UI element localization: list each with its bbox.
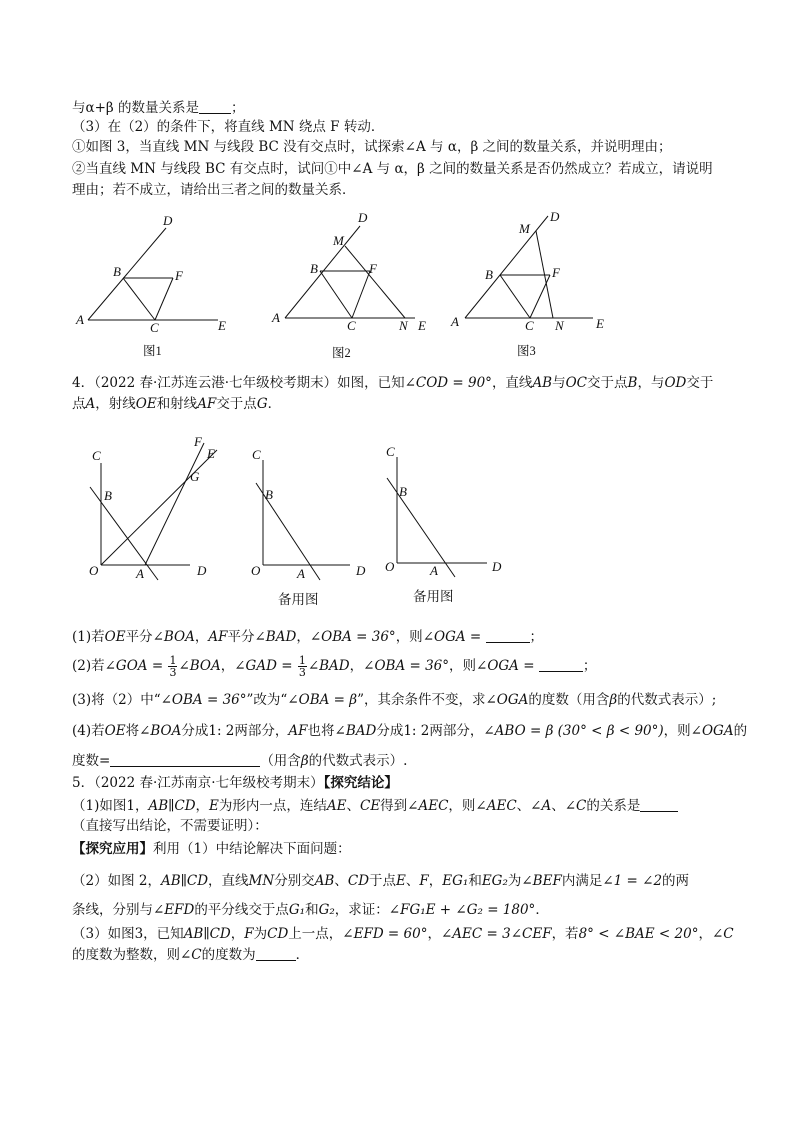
- text-line: （3）在（2）的条件下，将直线 MN 绕点 F 转动．: [72, 119, 385, 135]
- label-E: E: [218, 318, 226, 333]
- q4-part2: (2)若∠GOA = $\frac{1}{3}$ ∠BOA，∠GAD = $\frac{1}{3}$ ∠BAD，∠OBA = 36°，则∠OGA = ；: [72, 654, 597, 679]
- q4-intro-line2: 点A，射线OE和射线AF交于点G．: [72, 396, 282, 412]
- label-A: A: [136, 566, 144, 581]
- q5-part2-line2: 条线，分别与∠EFD的平分线交于点G₁和G₂，求证：∠FG₁E + ∠G₂ = 180°．: [72, 902, 549, 918]
- label-A: A: [451, 314, 459, 329]
- q5-title: 5．（2022 春·江苏南京·七年级校考期末）【探究结论】: [72, 775, 398, 791]
- q4-figure: [89, 434, 217, 581]
- q4-intro: 4．（2022 春·江苏连云港·七年级校考期末）如图，已知∠COD = 90°，直线AB与OC交于点B，与OD交于: [72, 375, 714, 391]
- answer-blank[interactable]: [110, 752, 260, 767]
- label-C: C: [252, 447, 261, 462]
- label-A: A: [430, 563, 438, 578]
- q4-part4: (4)若OE将∠BOA分成1: 2两部分，AF也将∠BAD分成1: 2两部分，∠ABO = β (30° < β < 90°)，则∠OGA的: [72, 723, 748, 739]
- label-D: D: [550, 209, 560, 224]
- backup-figure-1: [251, 447, 366, 608]
- label-A: A: [297, 566, 305, 581]
- text-line: 理由；若不成立，请给出三者之间的数量关系．: [72, 182, 356, 198]
- answer-blank[interactable]: [486, 628, 530, 643]
- label-C: C: [525, 318, 534, 333]
- label-N: N: [555, 318, 564, 333]
- figure-caption: 图3: [517, 344, 536, 358]
- text-line: ①如图 3，当直线 MN 与线段 BC 没有交点时，试探索∠A 与 α，β 之间的数量关系，并说明理由；: [72, 139, 672, 155]
- answer-blank[interactable]: [640, 797, 678, 812]
- q4-part1: (1)若OE平分∠BOA，AF平分∠BAD，∠OBA = 36°，则∠OGA = ；: [72, 629, 543, 645]
- q5-application: 【探究应用】利用（1）中结论解决下面问题：: [72, 841, 351, 857]
- label-D: D: [358, 210, 368, 225]
- label-D: D: [356, 563, 366, 578]
- label-A: A: [272, 310, 280, 325]
- label-B: B: [113, 264, 121, 279]
- figure-1: [75, 213, 226, 358]
- label-O: O: [89, 563, 99, 578]
- figure-caption: 图2: [332, 346, 351, 360]
- label-C: C: [386, 444, 395, 459]
- label-D: D: [163, 213, 173, 228]
- label-B: B: [265, 487, 273, 502]
- q5-part3: （3）如图3，已知AB∥CD，F为CD上一点，∠EFD = 60°，∠AEC = 3∠CEF，若8° < ∠BAE < 20°，∠C: [72, 926, 734, 942]
- label-O: O: [251, 563, 261, 578]
- label-E: E: [418, 318, 426, 333]
- label-O: O: [385, 559, 395, 574]
- backup-caption: 备用图: [278, 592, 319, 608]
- label-F: F: [194, 434, 202, 449]
- label-B: B: [485, 267, 493, 282]
- q5-part3-line2: 的度数为整数，则∠C的度数为 ．: [72, 947, 310, 963]
- answer-blank[interactable]: [256, 946, 296, 961]
- label-C: C: [347, 318, 356, 333]
- label-B: B: [104, 488, 112, 503]
- backup-figure-2: [385, 444, 502, 605]
- fraction: $\frac{1}{3}$: [169, 654, 177, 679]
- q5-part1-line2: （直接写出结论，不需要证明）：: [72, 818, 268, 834]
- figure-caption: 图1: [143, 344, 162, 358]
- answer-blank[interactable]: [539, 657, 583, 672]
- label-D: D: [197, 563, 207, 578]
- label-D: D: [492, 559, 502, 574]
- label-C: C: [150, 320, 159, 335]
- label-B: B: [399, 484, 407, 499]
- label-E: E: [596, 316, 604, 331]
- label-F: F: [552, 265, 560, 280]
- fraction: $\frac{1}{3}$: [298, 654, 306, 679]
- q5-part1: （1)如图1，AB∥CD，E为形内一点，连结AE、CE得到∠AEC，则∠AEC、∠A、∠C的关系是: [72, 797, 678, 815]
- backup-caption: 备用图: [413, 589, 454, 605]
- text: 与α+β 的数量关系是: [72, 100, 200, 116]
- label-A: A: [76, 312, 84, 327]
- figure-row-1: [0, 205, 794, 365]
- label-G: G: [190, 469, 200, 484]
- label-M: M: [519, 221, 530, 236]
- label-B: B: [310, 261, 318, 276]
- label-E: E: [207, 446, 215, 461]
- label-M: M: [333, 233, 344, 248]
- q5-part2: （2）如图 2，AB∥CD，直线MN分别交AB、CD于点E、F，EG₁和EG₂为∠BEF内满足∠1 = ∠2的两: [72, 873, 690, 889]
- text-line: ②当直线 MN 与线段 BC 有交点时，试问①中∠A 与 α，β 之间的数量关系是否仍然成立？若成立，请说明: [72, 161, 713, 177]
- q4-part4-line2: 度数= （用含β的代数式表示）.: [72, 753, 408, 769]
- figure-2: [271, 210, 426, 360]
- label-F: F: [369, 261, 377, 276]
- label-F: F: [175, 268, 183, 283]
- label-N: N: [399, 318, 408, 333]
- text-line: 与α+β 的数量关系是 ；: [72, 100, 245, 116]
- q4-part3: (3)将（2）中“∠OBA = 36°”改为“∠OBA = β”，其余条件不变，求∠OGA的度数（用含β的代数式表示）;: [72, 692, 717, 708]
- label-C: C: [92, 448, 101, 463]
- figure-row-2: [0, 430, 794, 615]
- figure-3: [450, 209, 604, 358]
- answer-blank[interactable]: [199, 99, 231, 114]
